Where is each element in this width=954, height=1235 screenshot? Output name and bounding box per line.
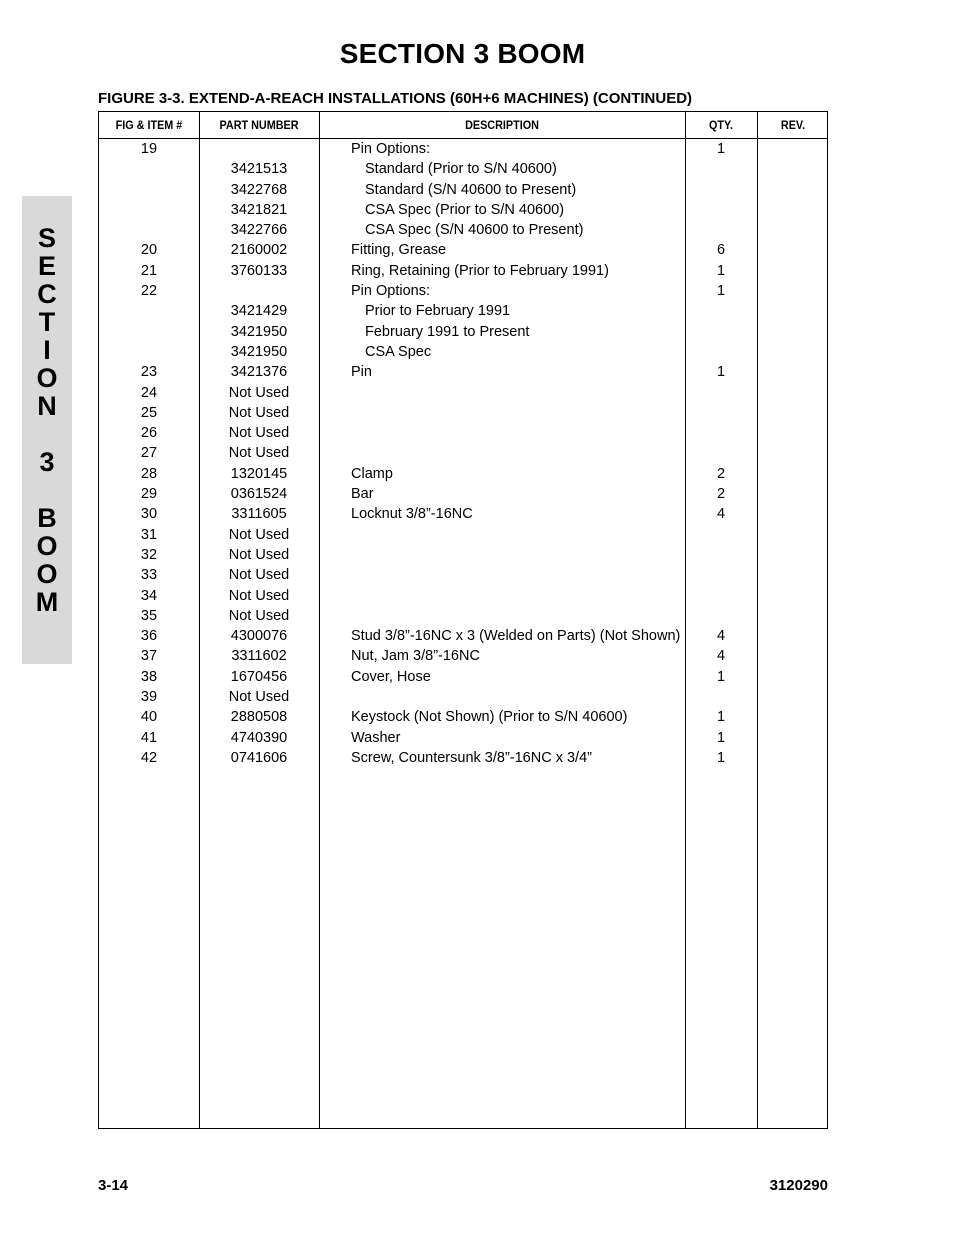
cell-description: Pin Options:: [351, 283, 430, 300]
side-tab-letter: S: [37, 223, 56, 253]
table-row: [99, 707, 827, 727]
table-row: [99, 180, 827, 200]
cell-part-number: 0741606: [230, 749, 288, 766]
document-number: 3120290: [769, 1177, 828, 1194]
cell-item-number: 31: [140, 526, 158, 543]
cell-part-number: Not Used: [228, 404, 290, 421]
cell-description: CSA Spec: [365, 343, 432, 360]
cell-part-number: 3421821: [230, 201, 288, 218]
cell-description: Stud 3/8”-16NC x 3 (Welded on Parts) (Not Shown): [351, 628, 681, 645]
table-row: [99, 687, 827, 707]
cell-item-number: 25: [140, 404, 158, 421]
table-row: [99, 443, 827, 463]
cell-description: Locknut 3/8”-16NC: [351, 506, 473, 523]
cell-part-number: Not Used: [228, 689, 290, 706]
table-row: [99, 565, 827, 585]
cell-part-number: 4300076: [230, 628, 288, 645]
cell-description: Clamp: [351, 465, 393, 482]
table-row: [99, 667, 827, 687]
cell-qty: 1: [716, 283, 726, 300]
table-row: [99, 525, 827, 545]
cell-description: Screw, Countersunk 3/8”-16NC x 3/4”: [351, 749, 592, 766]
table-row: [99, 423, 827, 443]
table-row: [99, 586, 827, 606]
cell-qty: 6: [716, 242, 726, 259]
cell-part-number: 3421513: [230, 161, 288, 178]
header-fig-item: FIG & ITEM #: [115, 118, 183, 132]
cell-qty: 2: [716, 465, 726, 482]
side-tab-letter: O: [36, 363, 58, 393]
cell-part-number: 3421376: [230, 364, 288, 381]
section-side-tab: [22, 196, 72, 664]
cell-description: Pin: [351, 364, 372, 381]
cell-item-number: 27: [140, 445, 158, 462]
cell-description: Keystock (Not Shown) (Prior to S/N 40600): [351, 709, 628, 726]
cell-part-number: Not Used: [228, 384, 290, 401]
cell-item-number: 42: [140, 749, 158, 766]
table-row: [99, 606, 827, 626]
cell-part-number: Not Used: [228, 587, 290, 604]
cell-part-number: 1320145: [230, 465, 288, 482]
table-row: [99, 728, 827, 748]
side-tab-letter: M: [35, 587, 59, 617]
side-tab-letter: E: [37, 251, 56, 281]
cell-item-number: 22: [140, 283, 158, 300]
cell-qty: 1: [716, 729, 726, 746]
table-row: [99, 403, 827, 423]
figure-caption: FIGURE 3-3. EXTEND-A-REACH INSTALLATIONS (60H+6 MACHINES) (CONTINUED): [98, 90, 693, 107]
cell-part-number: 3422766: [230, 222, 288, 239]
page-title: SECTION 3 BOOM: [339, 38, 586, 69]
table-row: [99, 200, 827, 220]
table-row: [99, 342, 827, 362]
table-row: [99, 220, 827, 240]
table-row: [99, 240, 827, 260]
side-tab-letter: N: [37, 391, 57, 421]
cell-part-number: 3421950: [230, 323, 288, 340]
side-tab-letter: T: [38, 307, 56, 337]
side-tab-letter: O: [36, 559, 58, 589]
cell-item-number: 37: [140, 648, 158, 665]
cell-part-number: 4740390: [230, 729, 288, 746]
cell-item-number: 30: [140, 506, 158, 523]
table-row: [99, 322, 827, 342]
cell-item-number: 23: [140, 364, 158, 381]
cell-description: Ring, Retaining (Prior to February 1991): [351, 262, 609, 279]
cell-description: Cover, Hose: [351, 668, 431, 685]
table-row: [99, 383, 827, 403]
cell-description: Standard (Prior to S/N 40600): [365, 161, 557, 178]
table-row: [99, 646, 827, 666]
page-number: 3-14: [98, 1177, 129, 1194]
cell-description: CSA Spec (S/N 40600 to Present): [365, 222, 584, 239]
cell-part-number: 3311602: [231, 648, 287, 665]
cell-description: February 1991 to Present: [365, 323, 530, 340]
cell-item-number: 36: [140, 628, 158, 645]
cell-item-number: 20: [140, 242, 158, 259]
cell-part-number: Not Used: [228, 546, 290, 563]
table-row: [99, 159, 827, 179]
cell-part-number: 3421429: [230, 303, 288, 320]
table-row: [99, 281, 827, 301]
cell-part-number: 3311605: [231, 506, 287, 523]
cell-description: Washer: [351, 729, 401, 746]
table-row: [99, 301, 827, 321]
header-rev: REV.: [780, 118, 806, 132]
cell-item-number: 33: [140, 567, 158, 584]
cell-part-number: 1670456: [230, 668, 288, 685]
side-tab-letter: C: [37, 279, 57, 309]
table-row: [99, 484, 827, 504]
table-row: [99, 464, 827, 484]
cell-part-number: Not Used: [228, 607, 290, 624]
cell-description: CSA Spec (Prior to S/N 40600): [365, 201, 565, 218]
cell-part-number: 3421950: [230, 343, 288, 360]
cell-description: Prior to February 1991: [365, 303, 511, 320]
cell-description: Standard (S/N 40600 to Present): [365, 181, 577, 198]
table-row: [99, 261, 827, 281]
table-body: [99, 139, 827, 768]
table-row: [99, 545, 827, 565]
cell-item-number: 29: [140, 486, 158, 503]
cell-item-number: 24: [140, 384, 158, 401]
cell-description: Bar: [351, 486, 374, 503]
cell-part-number: Not Used: [228, 445, 290, 462]
cell-item-number: 26: [140, 425, 158, 442]
side-tab-letter: B: [37, 503, 57, 533]
cell-qty: 1: [716, 668, 726, 685]
cell-part-number: Not Used: [228, 425, 290, 442]
cell-qty: 4: [716, 506, 726, 523]
side-tab-letter: 3: [39, 447, 55, 477]
side-tab-letter: O: [36, 531, 58, 561]
table-row: [99, 626, 827, 646]
table-row: [99, 748, 827, 768]
cell-part-number: 0361524: [230, 486, 288, 503]
table-header-row: [99, 112, 827, 139]
cell-part-number: 2160002: [230, 242, 288, 259]
cell-qty: 1: [716, 141, 726, 157]
cell-item-number: 40: [140, 709, 158, 726]
cell-item-number: 21: [140, 262, 158, 279]
header-part-number: PART NUMBER: [219, 118, 299, 132]
cell-qty: 4: [716, 648, 726, 665]
cell-part-number: 3422768: [230, 181, 288, 198]
table-row: [99, 362, 827, 382]
cell-qty: 1: [716, 749, 726, 766]
table-row: [99, 139, 827, 159]
side-tab-letter: I: [43, 335, 51, 365]
cell-qty: 4: [716, 628, 726, 645]
cell-part-number: 2880508: [230, 709, 288, 726]
parts-table: [98, 111, 828, 1129]
cell-item-number: 41: [140, 729, 158, 746]
cell-item-number: 39: [140, 689, 158, 706]
cell-item-number: 32: [140, 546, 158, 563]
cell-part-number: Not Used: [228, 526, 290, 543]
cell-description: Pin Options:: [351, 141, 430, 157]
header-description: DESCRIPTION: [465, 118, 539, 132]
header-qty: QTY.: [708, 118, 733, 132]
cell-item-number: 28: [140, 465, 158, 482]
cell-part-number: Not Used: [228, 567, 290, 584]
cell-qty: 2: [716, 486, 726, 503]
cell-part-number: 3760133: [230, 262, 288, 279]
cell-item-number: 19: [140, 141, 158, 157]
cell-description: Fitting, Grease: [351, 242, 447, 259]
cell-qty: 1: [716, 262, 726, 279]
cell-qty: 1: [716, 364, 726, 381]
table-row: [99, 504, 827, 524]
cell-description: Nut, Jam 3/8”-16NC: [351, 648, 480, 665]
cell-item-number: 38: [140, 668, 158, 685]
cell-item-number: 35: [140, 607, 158, 624]
cell-item-number: 34: [140, 587, 158, 604]
side-tab-letters: [22, 224, 72, 616]
cell-qty: 1: [716, 709, 726, 726]
